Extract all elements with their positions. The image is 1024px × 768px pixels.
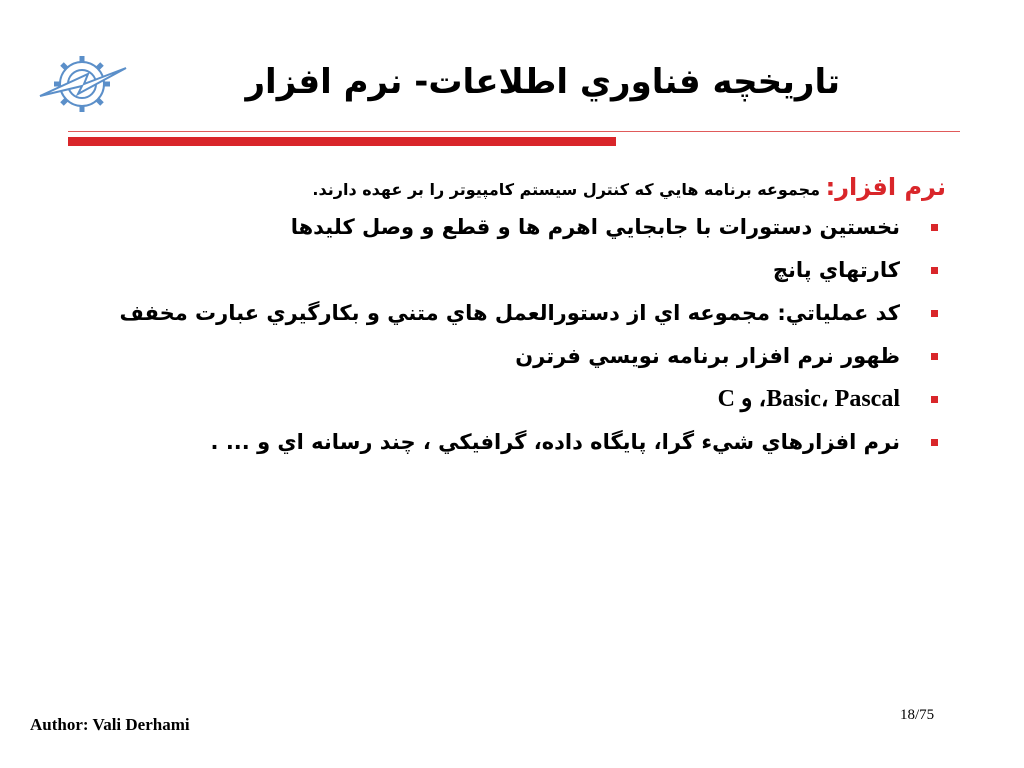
author-footer: Author: Vali Derhami: [30, 715, 190, 734]
intro-text: مجموعه برنامه هايي که کنترل سيستم کامپيوتر را بر عهده دارند.: [312, 180, 826, 199]
square-bullet-icon: [931, 310, 938, 317]
list-item: [90, 252, 942, 289]
bullet-text: کارتهاي پانچ: [772, 258, 900, 282]
square-bullet-icon: [931, 439, 938, 446]
square-bullet-icon: [931, 353, 938, 360]
bullet-text: Basic، Pascal، و C: [717, 386, 900, 412]
bullet-text: ظهور نرم افزار برنامه نويسي فرترن: [515, 344, 900, 368]
list-item: [90, 209, 942, 246]
square-bullet-icon: [931, 267, 938, 274]
bullet-text: کد عملياتي: مجموعه اي از دستورالعمل هاي متني و بکارگيري عبارت مخفف: [119, 301, 900, 325]
list-item: [90, 381, 942, 418]
title-accent-bar: [68, 137, 616, 146]
intro-label: نرم افزار:: [825, 173, 946, 201]
list-item: [90, 338, 942, 375]
square-bullet-icon: [931, 224, 938, 231]
page-number: 18/75: [900, 707, 935, 723]
intro-definition: [90, 168, 946, 209]
list-item: [90, 295, 942, 332]
square-bullet-icon: [931, 396, 938, 403]
slide-body: [90, 168, 946, 467]
bullet-text: نرم افزارهاي شيء گرا، پايگاه داده، گرافيکي ، چند رسانه اي و ... .: [210, 430, 900, 454]
list-item: [90, 424, 942, 461]
title-underline: [68, 131, 960, 132]
bullet-text: نخستين دستورات با جابجايي اهرم ها و قطع و وصل کليدها: [290, 215, 900, 239]
gear-lightning-logo-icon: [36, 46, 130, 122]
slide-title: تاريخچه فناوري اطلاعات- نرم افزار: [245, 62, 840, 102]
bullet-list: [90, 209, 942, 461]
